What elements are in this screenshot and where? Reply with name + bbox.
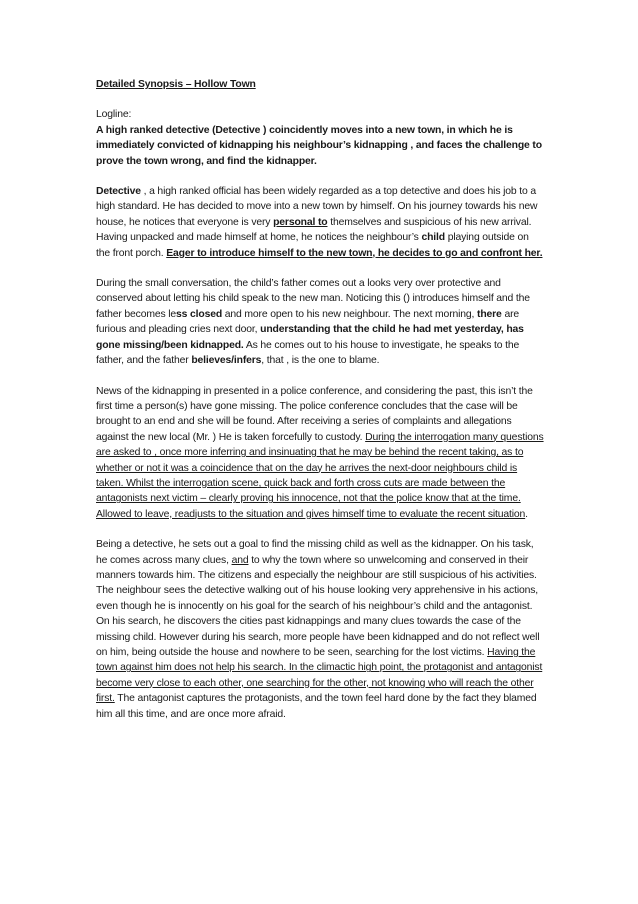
span-text: playing outside on the front porch.	[96, 232, 529, 259]
span-text: Being a detective, he sets out a goal to find the missing child as well as the kidnapper. On his task, he comes across many clues,	[96, 539, 534, 566]
span-text: themselves and suspicious of his new arrival. Having unpacked and made himself at home, he notices the neighbour’s	[96, 216, 532, 244]
paragraph-arrival	[96, 184, 544, 261]
span-text: and more open to his new neighbour. The next morning,	[222, 308, 478, 320]
span-detective: Detective	[96, 186, 141, 198]
synopsis-body	[96, 77, 544, 737]
document-title: Detailed Synopsis – Hollow Town	[96, 79, 256, 90]
span-climax: Having the town against him does not help his search. In the climactic high point, the protagonist and antagonist become very close to each other, one searching for the other, not knowing who will reach the other first.	[96, 647, 543, 705]
span-text: .	[525, 508, 528, 520]
span-there: there	[477, 308, 502, 320]
span-child: child	[421, 232, 445, 244]
span-interrogation: During the interrogation many questions are asked to , once more inferring and insinuating that he may be behind the recent taking, as to whether or not it was a coincidence that on the day he arrives the next-door neighbours child is taken. Whilst the interrogation scene, quick back and forth cross cuts are made between the antagonists next victim – clearly proving his innocence, not that the police know that at the time.	[96, 431, 544, 505]
span-eager-introduce: Eager to introduce himself to the new town, he decides to go and confront her.	[166, 247, 543, 259]
span-text: During the small conversation, the child’s father comes out a looks very over protective and conserved about letting his child speak to the new man. Noticing this () introduces himself and the father becomes le	[96, 278, 530, 320]
span-text: to why the town where so unwelcoming and conserved in their manners towards him. The citizens and especially the neighbour are still suspicious of his activities. The neighbour sees the detective walking out of his house looking very apprehensive in his actions, even though he is innocently on his goal for the search of his neighbour’s child and the antagonist. On his search, he discovers the cities past kidnappings and many clues towards the case of the missing child. However during his search, more people have been kidnapped and do not reflect well on him, being outside the house and nowhere to be seen, searching for the lost victims.	[96, 554, 540, 658]
span-believes-infers: believes/infers	[191, 355, 262, 367]
paragraph-investigation	[96, 537, 544, 722]
logline-section	[96, 107, 544, 169]
span-text: As he comes out to his house to investigate, he speaks to the father, and the father	[96, 339, 520, 367]
span-and: and	[231, 554, 249, 566]
paragraph-conversation	[96, 276, 544, 368]
span-text: , that , is the one to blame.	[261, 355, 380, 367]
span-text: are furious and pleading cries next door,	[96, 308, 520, 336]
span-allowed-to-leave: Allowed to leave, readjusts to the situation and gives himself time to evaluate the recent situation	[96, 508, 526, 520]
span-text: , a high ranked official has been widely regarded as a top detective and does his job to a high standard. He has decided to move into a new town by himself. On his journey towards his new house, he notices that everyone is very	[96, 186, 538, 228]
span-text: News of the kidnapping in presented in a police conference, and considering the past, this isn’t the first time a person(s) have gone missing. The police conference concludes that the case will be brought to an end and she will be found. After receiving a series of complaints and allegations against the new local (Mr. ) He is taken forcefully to custody.	[96, 385, 533, 443]
span-understanding: understanding that the child he had met yesterday, has gone missing/been kidnapped.	[96, 324, 524, 351]
paragraph-police-conference	[96, 384, 544, 523]
span-ss-closed: ss closed	[176, 308, 223, 320]
span-text: The antagonist captures the protagonists, and the town feel hard done by the fact they blamed him all this time, and are once more afraid.	[96, 693, 537, 720]
logline-text: A high ranked detective (Detective ) coincidently moves into a new town, in which he is immediately convicted of kidnapping his neighbour’s kidnapping , and faces the challenge to prove the town wrong, and find the kidnapper.	[96, 124, 542, 167]
logline-label: Logline:	[96, 109, 132, 121]
span-personal-to: personal to	[273, 216, 328, 228]
